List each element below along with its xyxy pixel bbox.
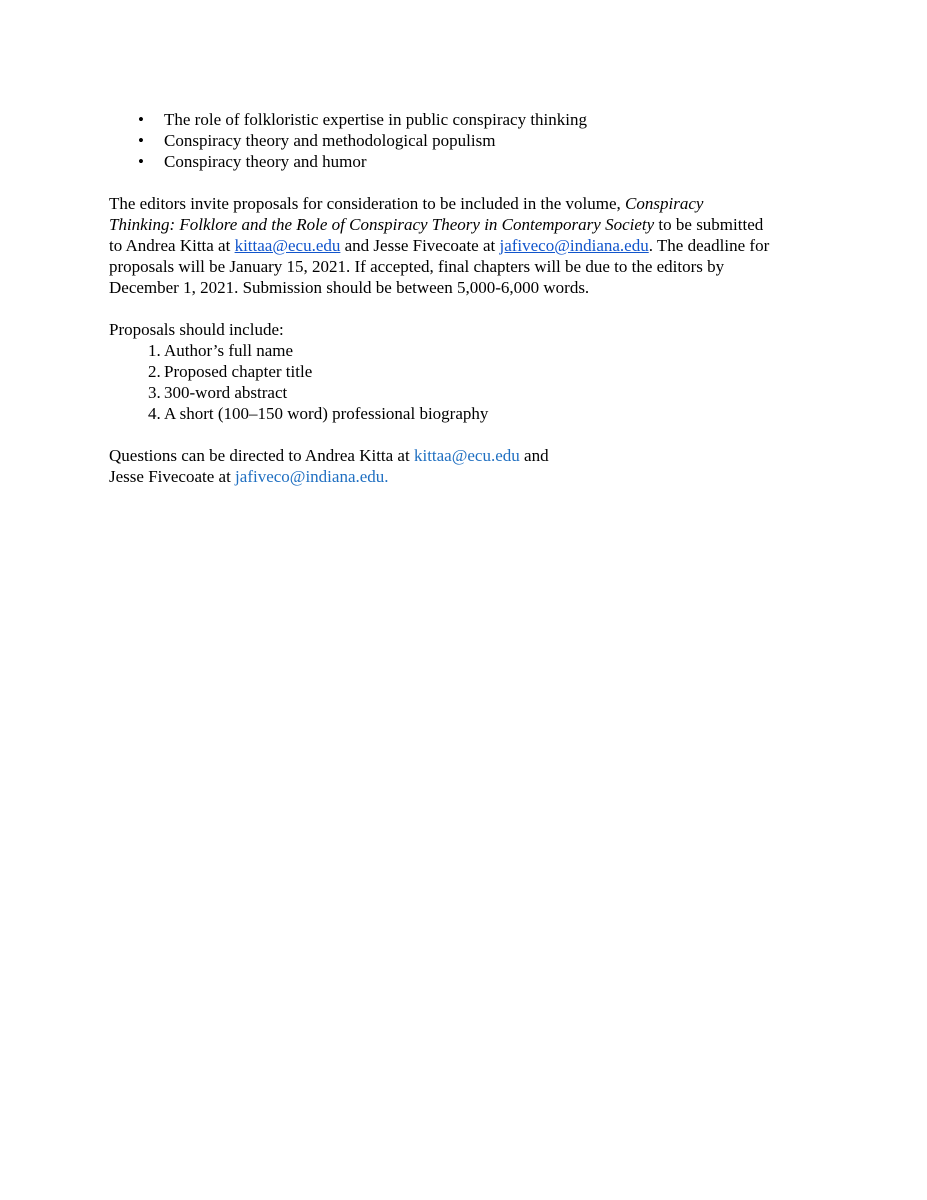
invite-line: proposals will be January 15, 2021. If accepted, final chapters will be due to the editors by bbox=[109, 257, 725, 276]
proposals-list bbox=[109, 340, 829, 424]
list-number: 4. bbox=[148, 404, 161, 423]
bullet-icon: • bbox=[138, 110, 144, 129]
list-item bbox=[109, 130, 829, 151]
bullet-icon: • bbox=[138, 131, 144, 150]
list-item bbox=[109, 403, 829, 424]
email-link-kittaa[interactable]: kittaa@ecu.edu bbox=[234, 236, 341, 255]
invite-text: The editors invite proposals for consideration to be included in the volume, bbox=[109, 194, 626, 213]
proposals-heading: Proposals should include: bbox=[109, 320, 284, 339]
email-text-jafiveco[interactable]: jafiveco@indiana.edu bbox=[235, 467, 385, 486]
document-page bbox=[109, 109, 829, 487]
questions-text: Jesse Fivecoate at bbox=[109, 467, 236, 486]
list-item-text: Author’s full name bbox=[164, 341, 294, 360]
list-item bbox=[109, 382, 829, 403]
questions-text: Questions can be directed to Andrea Kitta at bbox=[109, 446, 414, 465]
invite-line bbox=[109, 214, 829, 235]
list-item-text: 300-word abstract bbox=[164, 383, 288, 402]
list-item-text: A short (100–150 word) professional biography bbox=[164, 404, 489, 423]
invite-text: to Andrea Kitta at bbox=[109, 236, 235, 255]
topic-text: Conspiracy theory and methodological populism bbox=[164, 131, 496, 150]
email-text-kittaa[interactable]: kittaa@ecu.edu bbox=[413, 446, 520, 465]
questions-text: and bbox=[519, 446, 549, 465]
topic-list bbox=[109, 109, 829, 172]
invite-text: to be submitted bbox=[654, 215, 764, 234]
topic-text: Conspiracy theory and humor bbox=[164, 152, 367, 171]
list-item bbox=[109, 151, 829, 172]
invite-text: and Jesse Fivecoate at bbox=[340, 236, 500, 255]
topic-text: The role of folkloristic expertise in public conspiracy thinking bbox=[164, 110, 587, 129]
bullet-icon: • bbox=[138, 152, 144, 171]
invite-line bbox=[109, 235, 829, 256]
questions-line bbox=[109, 466, 829, 487]
volume-title-part: Thinking: Folklore and the Role of Conspiracy Theory in Contemporary Society bbox=[109, 215, 655, 234]
questions-paragraph bbox=[109, 445, 829, 487]
invite-line: December 1, 2021. Submission should be between 5,000-6,000 words. bbox=[109, 278, 590, 297]
invite-text: . The deadline for bbox=[648, 236, 770, 255]
list-item-text: Proposed chapter title bbox=[164, 362, 313, 381]
list-item bbox=[109, 340, 829, 361]
invite-paragraph bbox=[109, 193, 829, 298]
list-number: 2. bbox=[148, 362, 161, 381]
questions-period: . bbox=[384, 467, 389, 486]
list-item bbox=[109, 361, 829, 382]
email-link-jafiveco[interactable]: jafiveco@indiana.edu bbox=[499, 236, 649, 255]
volume-title-part: Conspiracy bbox=[625, 194, 704, 213]
invite-line bbox=[109, 193, 829, 214]
list-item bbox=[109, 109, 829, 130]
list-number: 1. bbox=[148, 341, 161, 360]
questions-line bbox=[109, 445, 829, 466]
list-number: 3. bbox=[148, 383, 161, 402]
